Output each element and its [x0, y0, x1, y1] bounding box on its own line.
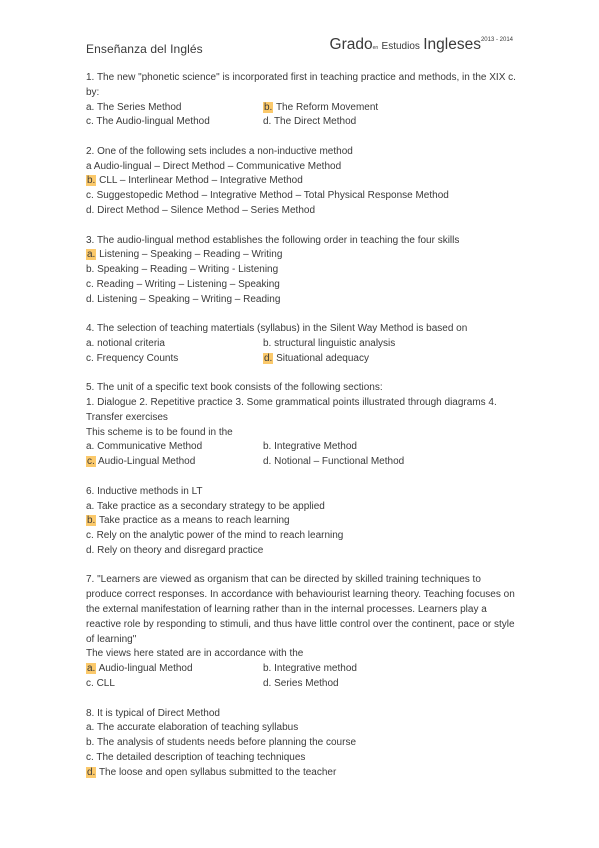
degree-grado: Grado: [329, 36, 373, 53]
option-d[interactable]: d. The loose and open syllabus submitted to the teacher: [87, 766, 337, 778]
option-c[interactable]: c. Suggestopedic Method – Integrative Method – Total Physical Response Method: [86, 190, 449, 202]
question-stem: 8. It is typical of Direct Method: [86, 707, 220, 719]
option-a[interactable]: a. Communicative Method: [86, 441, 203, 453]
question-6: [86, 485, 516, 559]
option-a[interactable]: a. Audio-lingual Method: [87, 663, 193, 675]
question-prompt: The views here stated are in accordance with the: [86, 648, 304, 660]
option-d[interactable]: d. Direct Method – Silence Method – Series Method: [86, 205, 316, 217]
option-a[interactable]: a. The Series Method: [86, 101, 182, 113]
option-b[interactable]: b. Speaking – Reading – Writing - Listening: [86, 264, 279, 276]
option-a[interactable]: a. notional criteria: [86, 338, 165, 350]
option-b[interactable]: b. The analysis of students needs before planning the course: [86, 737, 357, 749]
question-5: [86, 381, 516, 470]
question-stem: 6. Inductive methods in LT: [86, 485, 203, 497]
option-d[interactable]: d. Listening – Speaking – Writing – Reading: [86, 293, 281, 305]
course-title: Enseñanza del Inglés: [86, 42, 203, 56]
question-3: [86, 234, 516, 308]
question-2: [86, 145, 516, 219]
option-a[interactable]: a. Take practice as a secondary strategy to be applied: [86, 500, 325, 512]
option-d[interactable]: d. Series Method: [263, 678, 339, 690]
option-b[interactable]: b. CLL – Interlinear Method – Integrative Method: [87, 175, 303, 187]
option-c[interactable]: c. The Audio-lingual Method: [86, 116, 210, 128]
option-b[interactable]: b. structural linguistic analysis: [263, 338, 396, 350]
option-c[interactable]: c. The detailed description of teaching techniques: [86, 751, 306, 763]
option-a[interactable]: a. Listening – Speaking – Reading – Writing: [87, 249, 283, 261]
degree-ingleses: Ingleses: [423, 36, 481, 53]
option-d[interactable]: d. The Direct Method: [263, 116, 357, 128]
question-extra: 1. Dialogue 2. Repetitive practice 3. Some grammatical points illustrated through diagrams 4. Transfer exercises: [86, 397, 497, 423]
question-7: [86, 573, 516, 691]
question-stem: 4. The selection of teaching matertials (syllabus) in the Silent Way Method is based on: [86, 323, 468, 335]
option-b[interactable]: b. Integrative Method: [263, 441, 357, 453]
option-c[interactable]: c. Frequency Counts: [86, 352, 179, 364]
degree-en: en: [372, 45, 379, 51]
option-c[interactable]: c. Audio-Lingual Method: [87, 456, 196, 468]
question-4: [86, 322, 516, 366]
option-d[interactable]: d. Notional – Functional Method: [263, 456, 405, 468]
option-c[interactable]: c. Reading – Writing – Listening – Speaking: [86, 278, 280, 290]
option-d[interactable]: d. Rely on theory and disregard practice: [86, 544, 264, 556]
degree-title: [330, 36, 513, 54]
degree-estudios: Estudios: [381, 41, 420, 52]
option-d[interactable]: d. Situational adequacy: [264, 352, 369, 364]
option-b[interactable]: b. Take practice as a means to reach learning: [87, 515, 290, 527]
option-a[interactable]: a. The accurate elaboration of teaching syllabus: [86, 722, 299, 734]
question-1: [86, 71, 516, 130]
question-prompt: This scheme is to be found in the: [86, 426, 233, 438]
academic-year: 2013 - 2014: [480, 37, 513, 43]
option-c[interactable]: c. CLL: [86, 678, 115, 690]
question-stem: 3. The audio-lingual method establishes the following order in teaching the four skills: [86, 234, 460, 246]
option-a[interactable]: a Audio-lingual – Direct Method – Communicative Method: [86, 160, 342, 172]
option-b[interactable]: b. The Reform Movement: [264, 101, 379, 113]
question-stem: 7. "Learners are viewed as organism that can be directed by skilled training techniques to produce correct responses. In accordance with behaviourist learning theory. Teaching focuses on the external manifestation of learning rather than in the internal processes. Learners play a reactive role by responding to stimuli, and thus have little control over the continent, pace or style of learning": [86, 574, 515, 645]
question-stem: 2. One of the following sets includes a non-inductive method: [86, 145, 353, 157]
option-c[interactable]: c. Rely on the analytic power of the mind to reach learning: [86, 530, 344, 542]
question-8: [86, 707, 516, 781]
option-b[interactable]: b. Integrative method: [263, 663, 357, 675]
question-list: [86, 71, 516, 795]
question-stem: 5. The unit of a specific text book consists of the following sections:: [86, 382, 383, 394]
question-stem: 1. The new "phonetic science" is incorporated first in teaching practice and methods, in the XIX c. by:: [86, 72, 516, 98]
